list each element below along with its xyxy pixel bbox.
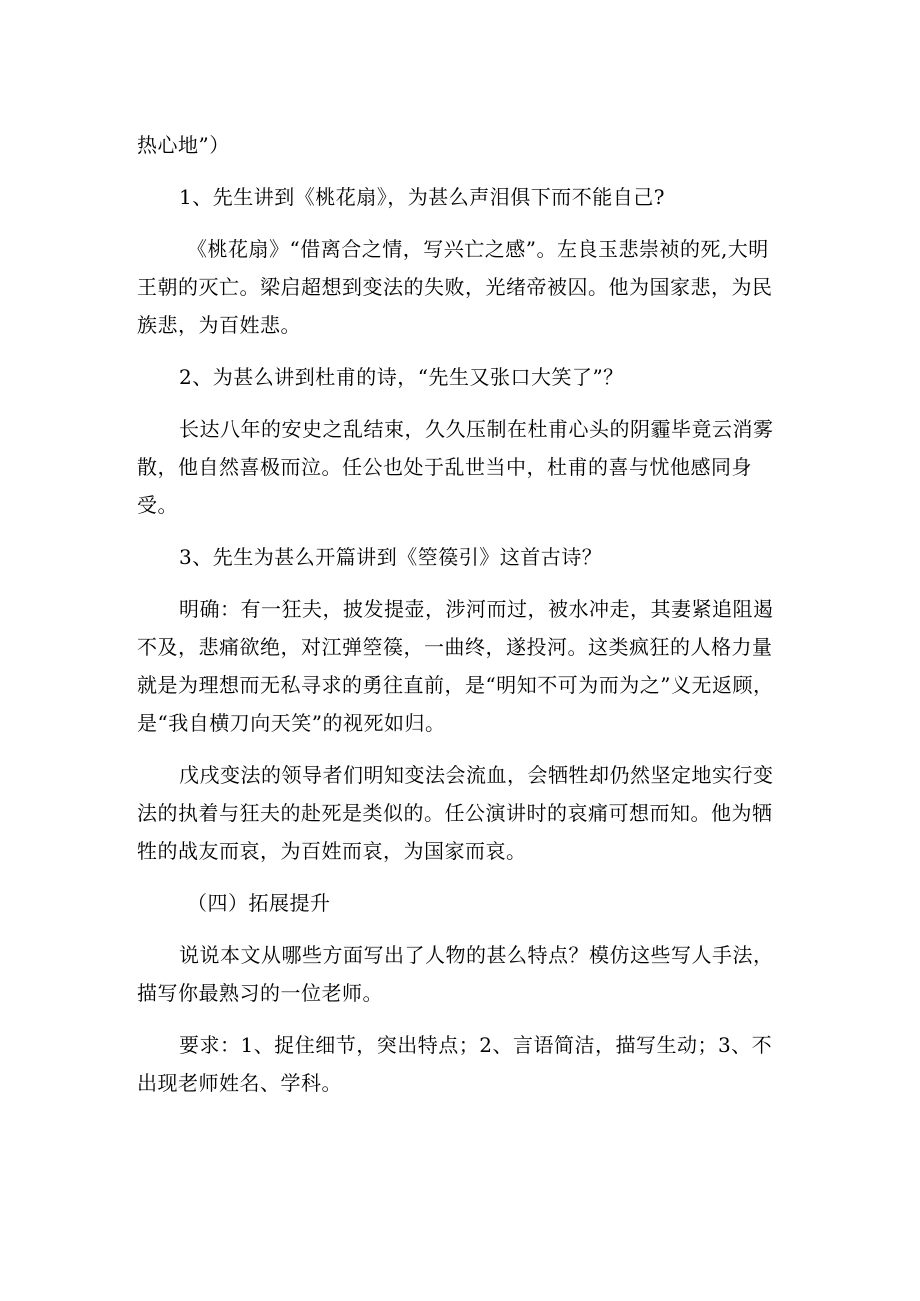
question-1: 1、先生讲到《桃花扇》，为甚么声泪俱下而不能自己? (179, 185, 665, 209)
question-3: 3、先生为甚么开篇讲到《箜篌引》这首古诗？ (179, 545, 603, 569)
answer-3: 明确：有一狂夫，披发提壶，涉河而过，被水冲走，其妻紧追阻遏不及，悲痛欲绝，对江弹箜篌，一曲终，遂投河。这类疯狂的人格力量就是为理想而无私寻求的勇往直前，是“明知不可为而为之”义无返顾，是“我自横刀向天笑”的视死如归。 (137, 597, 774, 735)
answer-1: 《桃花扇》“借离合之情，写兴亡之感”。左良玉悲崇祯的死,大明王朝的灭亡。梁启超想到变法的失败，光绪帝被囚。他为国家悲，为民族悲，为百姓悲。 (137, 237, 773, 337)
question-2: 2、为甚么讲到杜甫的诗，“先生又张口大笑了”？ (179, 365, 624, 389)
extension-task: 说说本文从哪些方面写出了人物的甚么特点？模仿这些写人手法，描写你最熟习的一位老师。 (137, 943, 774, 1005)
task-requirements: 要求：1、捉住细节，突出特点；2、言语简洁，描写生动；3、不出现老师姓名、学科。 (137, 1033, 773, 1095)
answer-2: 长达八年的安史之乱结束，久久压制在杜甫心头的阴霾毕竟云消雾散，他自然喜极而泣。任公也处于乱世当中，杜甫的喜与忧他感同身受。 (137, 417, 774, 517)
paragraph-continuation: 热心地”） (137, 133, 230, 157)
section-heading-extension: （四）拓展提升 (187, 891, 331, 915)
document-body (137, 126, 787, 1102)
answer-3-continued: 戊戌变法的领导者们明知变法会流血，会牺牲却仍然坚定地实行变法的执着与狂夫的赴死是类似的。任公演讲时的哀痛可想而知。他为牺牲的战友而哀，为百姓而哀，为国家而哀。 (137, 763, 774, 863)
